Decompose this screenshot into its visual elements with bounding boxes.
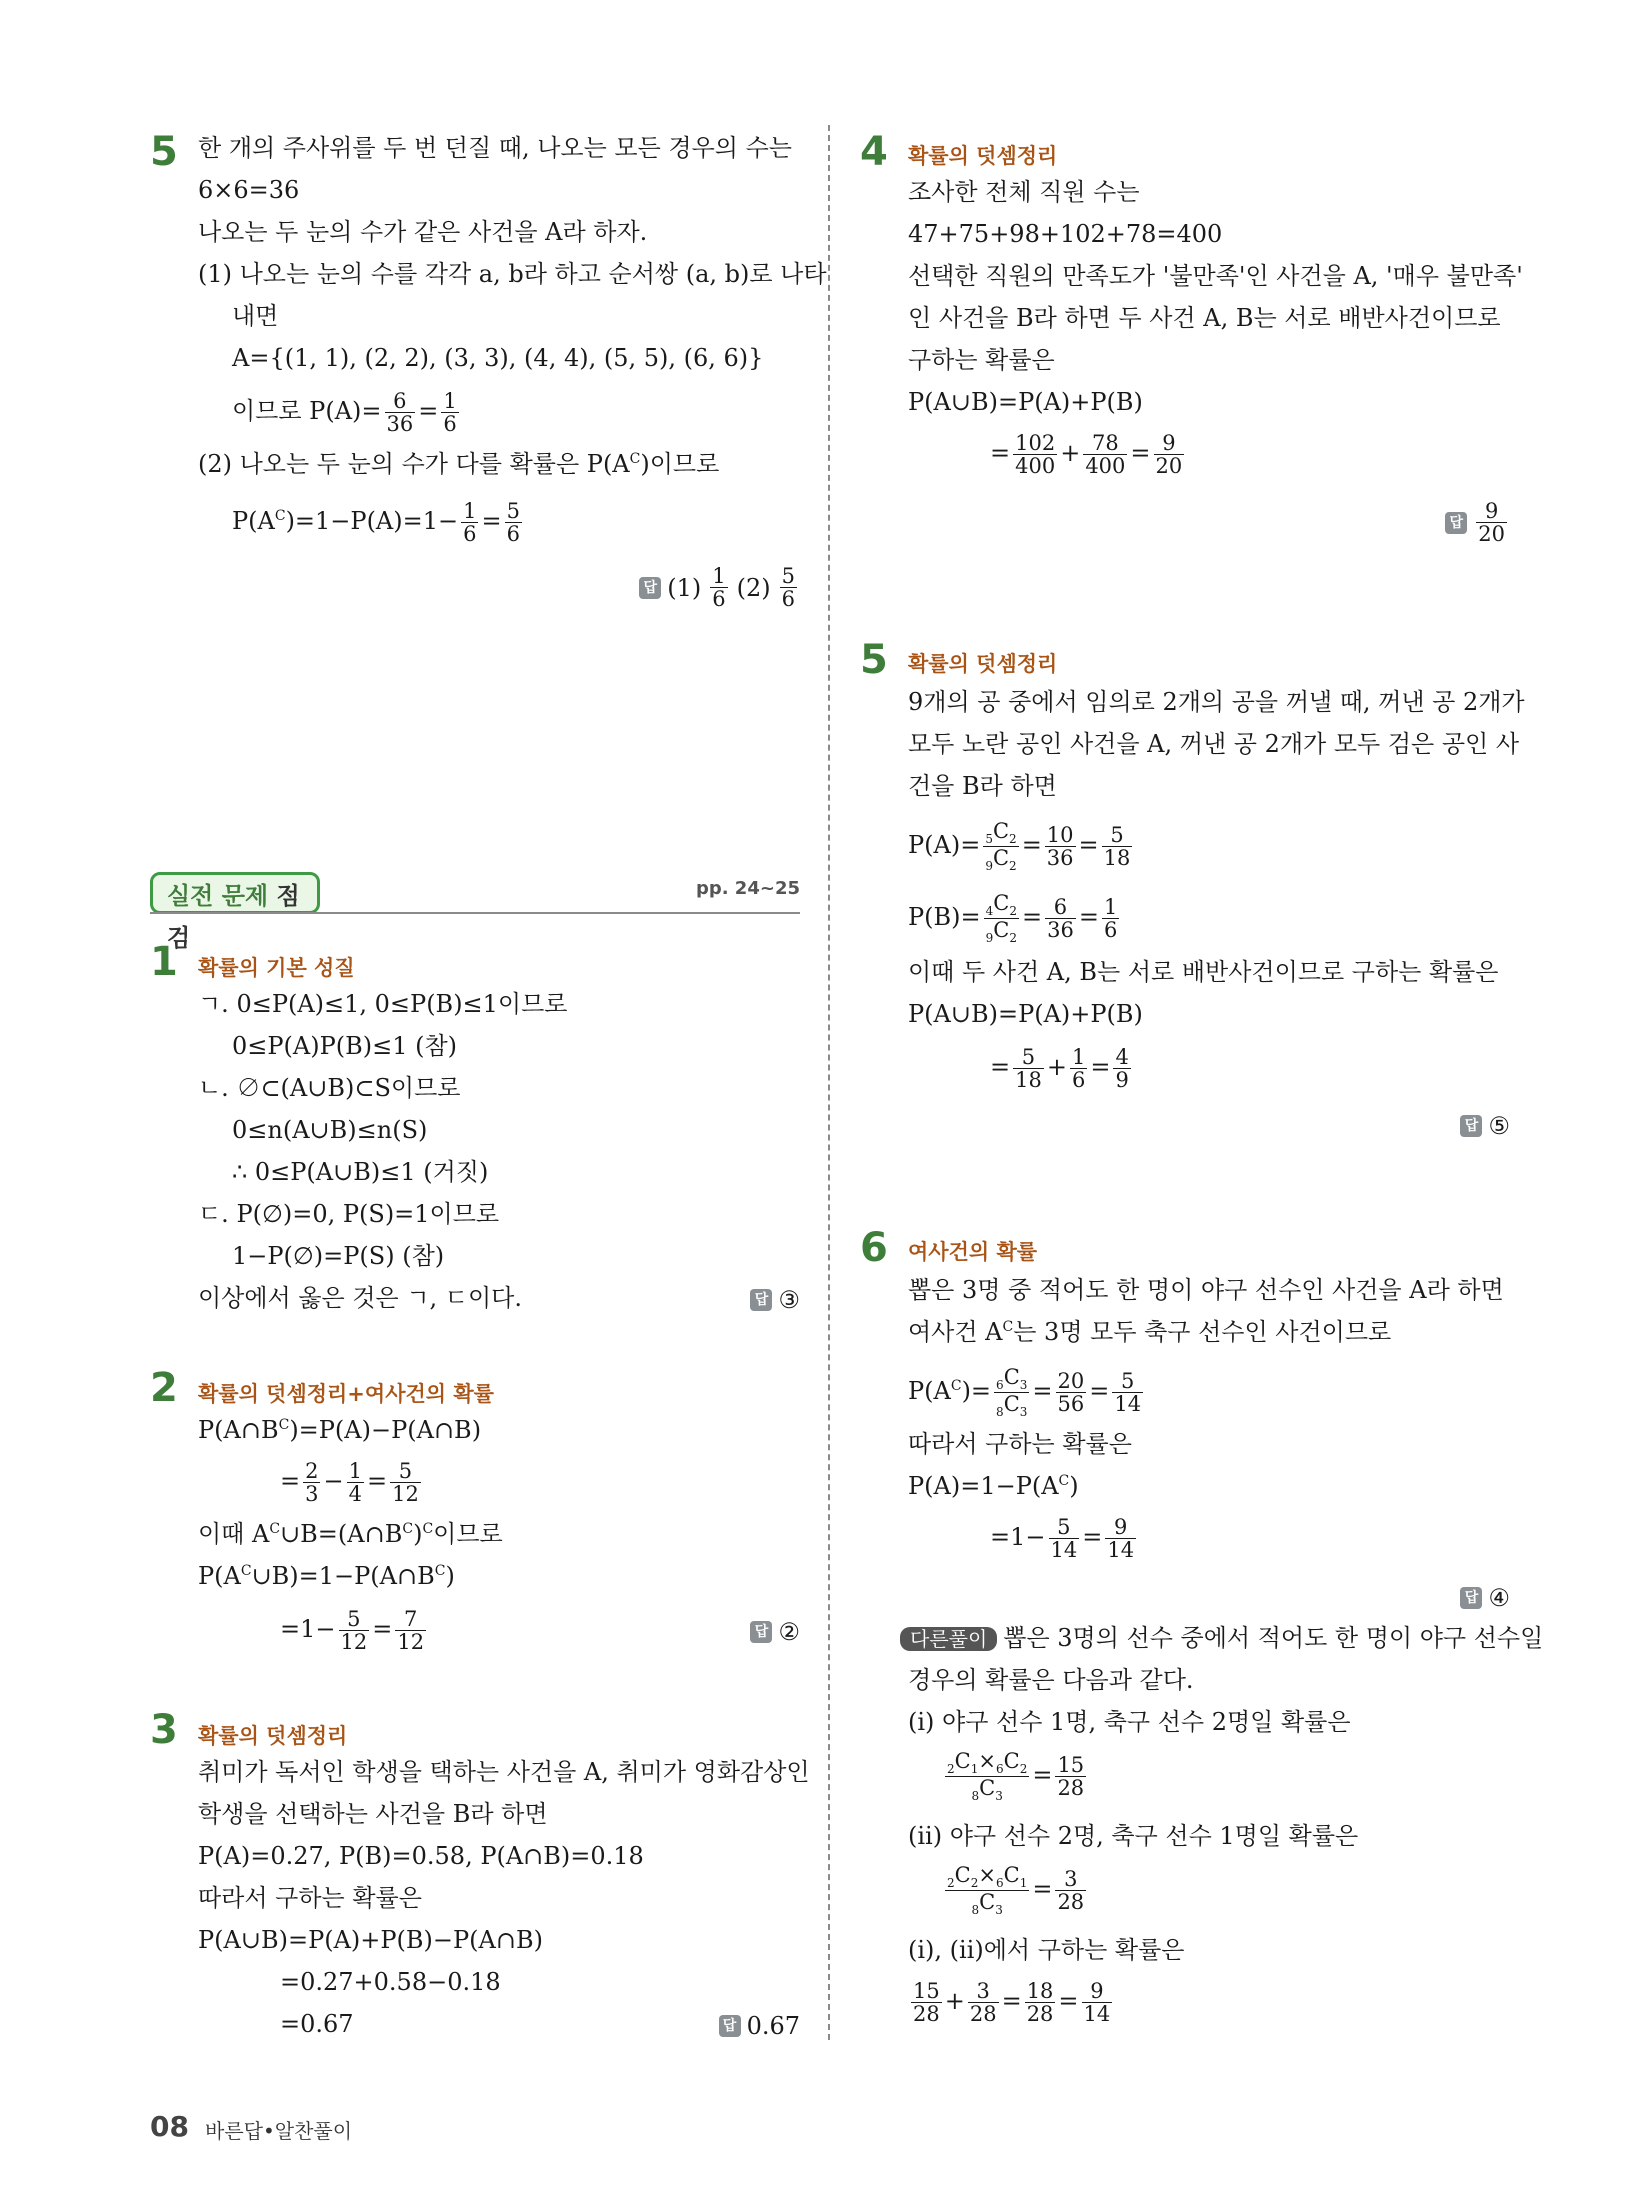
text-line: 모두 노란 공인 사건을 A, 꺼낸 공 2개가 모두 검은 공인 사 [908,730,1520,758]
fraction: $\frac{6}{36}$ [386,389,414,437]
fraction: $\frac{15}{28}$ [1057,1752,1085,1800]
answer: 답 ② [750,1618,800,1646]
text-line: 조사한 전체 직원 수는 [908,178,1140,206]
fraction: $\frac{9}{20}$ [1155,431,1183,479]
text-line: 한 개의 주사위를 두 번 던질 때, 나오는 모든 경우의 수는 [198,134,792,162]
answer-icon: 답 [639,577,661,599]
fraction: $\frac{_4C_2}{_9C_2}$ [985,891,1017,945]
text-line: 이때 두 사건 A, B는 서로 배반사건이므로 구하는 확률은 [908,958,1499,986]
topic-label: 여사건의 확률 [908,1240,1038,1264]
text-line: (ⅰ) 야구 선수 1명, 축구 선수 2명일 확률은 [908,1708,1351,1736]
text-line: =0.27+0.58−0.18 [280,1968,501,1996]
math-line: =1− $\frac{5}{14}$ = $\frac{9}{14}$ [990,1515,1135,1563]
fraction: $\frac{3}{28}$ [1057,1866,1085,1914]
math-line: = $\frac{102}{400}$ + $\frac{78}{400}$ = $\frac{9}{20}$ [990,431,1183,479]
problem-number: 4 [860,129,888,175]
answer-icon: 답 [1460,1115,1482,1137]
text-line: (ⅱ) 야구 선수 2명, 축구 선수 1명일 확률은 [908,1822,1359,1850]
text-line: 47+75+98+102+78=400 [908,220,1223,248]
math-line: = $\frac{5}{18}$ + $\frac{1}{6}$ = $\frac{4}{9}$ [990,1045,1129,1093]
fraction: $\frac{_5C_2}{_9C_2}$ [985,819,1017,873]
fraction: $\frac{9}{14}$ [1083,1979,1111,2027]
fraction: $\frac{5}{14}$ [1114,1368,1142,1416]
text-line: 6×6=36 [198,176,300,204]
math-line: 이므로 P(A)= $\frac{6}{36}$ = $\frac{1}{6}$ [232,389,457,437]
page-range: pp. 24~25 [695,878,800,899]
topic-label: 확률의 덧셈정리 [908,652,1058,676]
text-line: 0≤n(A∪B)≤n(S) [232,1116,428,1144]
math-line: 여사건 $A^C$는 3명 모두 축구 선수인 사건이므로 [908,1318,1392,1346]
fraction: $\frac{102}{400}$ [1015,431,1056,479]
text-line: A={(1, 1), (2, 2), (3, 3), (4, 4), (5, 5), (6, 6)} [232,344,764,372]
fraction: $\frac{1}{6}$ [1071,1045,1086,1093]
text-line: ∴ 0≤P(A∪B)≤1 (거짓) [232,1158,489,1186]
text-line: P(A∪B)=P(A)+P(B)−P(A∩B) [198,1926,543,1954]
fraction: $\frac{4}{9}$ [1115,1045,1129,1093]
text-line: 9개의 공 중에서 임의로 2개의 공을 꺼낼 때, 꺼낸 공 2개가 [908,688,1525,716]
math-line: $\frac{_2C_1\times_6C_2}{_8C_3}$ = $\frac{15}{28}$ [947,1749,1085,1803]
math-line: P(B)= $\frac{_4C_2}{_9C_2}$ = $\frac{6}{36}$ = $\frac{1}{6}$ [908,891,1118,945]
text-line: 나오는 두 눈의 수가 같은 사건을 A라 하자. [198,218,648,246]
problem-number: 2 [150,1365,178,1411]
fraction: $\frac{3}{28}$ [969,1979,997,2027]
text-line: ㄱ. 0≤P(A)≤1, 0≤P(B)≤1이므로 [198,990,568,1018]
alt-solution-tag: 다른풀이 [900,1627,997,1651]
column-divider [828,125,830,2040]
fraction: $\frac{_6C_3}{_8C_3}$ [996,1365,1028,1419]
answer-icon: 답 [1460,1587,1482,1609]
text-line: 경우의 확률은 다음과 같다. [908,1666,1194,1694]
answer-icon: 답 [750,1289,772,1311]
math-line: $P(A\cap B^C)=P(A)-P(A\cap B)$ [198,1416,482,1444]
fraction: $\frac{5}{12}$ [392,1459,419,1507]
fraction: $\frac{10}{36}$ [1046,822,1074,870]
math-line: $P(A^C\cup B)=1-P(A\cap B^C)$ [198,1562,455,1590]
text-line: 뽑은 3명 중 적어도 한 명이 야구 선수인 사건을 A라 하면 [908,1276,1504,1304]
text-line: 인 사건을 B라 하면 두 사건 A, B는 서로 배반사건이므로 [908,304,1501,332]
answer: 답 (1) 1 6 (2) 5 6 [639,565,800,610]
fraction: $\frac{20}{56}$ [1057,1368,1085,1416]
math-line: P(A)= $\frac{_5C_2}{_9C_2}$ = $\frac{10}{36}$ = $\frac{5}{18}$ [908,819,1131,873]
answer: 답 ③ [750,1286,800,1314]
topic-label: 확률의 덧셈정리+여사건의 확률 [198,1382,494,1406]
answer: 답 ⑤ [1460,1112,1510,1140]
answer [1445,500,1510,545]
fraction: $\frac{18}{28}$ [1026,1979,1054,2027]
section-badge: 실전 문제 점검 [150,872,320,914]
text-line: (ⅰ), (ⅱ)에서 구하는 확률은 [908,1936,1185,1964]
text-line: 따라서 구하는 확률은 [198,1884,422,1912]
fraction: $\frac{1}{6}$ [1103,894,1118,942]
text-line: 선택한 직원의 만족도가 '불만족'인 사건을 A, '매우 불만족' [908,262,1523,290]
page-number: 08 [150,2110,189,2143]
problem-number: 1 [150,939,178,985]
fraction: $\frac{5}{6}$ [506,499,520,547]
fraction: $\frac{1}{6}$ [463,499,477,547]
text-line: ㄴ. ∅⊂(A∪B)⊂S이므로 [198,1074,461,1102]
fraction: $\frac{5}{14}$ [1050,1515,1078,1563]
topic-label: 확률의 기본 성질 [198,956,355,980]
math-line: 이때 $A^C\cup B=(A\cap B^C)^C$이므로 [198,1520,503,1548]
fraction: $\frac{1}{6}$ [443,389,457,437]
fraction: $\frac{15}{28}$ [913,1979,940,2027]
alt-solution-line: 다른풀이 뽑은 3명의 선수 중에서 적어도 한 명이 야구 선수일 [900,1624,1543,1653]
fraction: 5 6 [781,564,795,612]
answer-icon: 답 [1445,512,1467,534]
math-line: $\frac{15}{28}$ + $\frac{3}{28}$ = $\frac{18}{28}$ = $\frac{9}{14}$ [913,1979,1111,2027]
fraction: $\frac{1}{4}$ [348,1459,362,1507]
section-rule [150,912,800,914]
problem-number: 5 [150,129,178,175]
text-line: 학생을 선택하는 사건을 B라 하면 [198,1800,548,1828]
topic-label: 확률의 덧셈정리 [198,1724,348,1748]
answer-icon: 답 [719,2015,741,2037]
text-line: 0≤P(A)P(B)≤1 (참) [232,1032,458,1060]
fraction: $\frac{78}{400}$ [1085,431,1126,479]
text-line: 이상에서 옳은 것은 ㄱ, ㄷ이다. [198,1284,522,1312]
text-line: P(A)=0.27, P(B)=0.58, P(A∩B)=0.18 [198,1842,644,1870]
fraction: $\frac{7}{12}$ [397,1607,425,1655]
text-line: 구하는 확률은 [908,346,1055,374]
fraction: $\frac{_2C_1\times_6C_2}{_8C_3}$ [947,1749,1028,1803]
math-line: = $\frac{2}{3}$ − $\frac{1}{4}$ = $\frac{5}{12}$ [280,1459,419,1507]
math-line: =1− $\frac{5}{12}$ = $\frac{7}{12}$ [280,1607,425,1655]
topic-label: 확률의 덧셈정리 [908,144,1058,168]
math-line: $\frac{_2C_2\times_6C_1}{_8C_3}$ = $\frac{3}{28}$ [947,1863,1085,1917]
text-line: 1−P(∅)=P(S) (참) [232,1242,445,1270]
fraction: $\frac{_2C_2\times_6C_1}{_8C_3}$ [947,1863,1028,1917]
answer-icon: 답 [750,1621,772,1643]
fraction: 9 20 [1478,499,1505,547]
answer: 답 0.67 [719,2012,800,2040]
math-line: $P(A^C)=1-P(A)=1-$ $\frac{1}{6}$ = $\frac{5}{6}$ [232,499,520,547]
text-line: (1) 나오는 눈의 수를 각각 a, b라 하고 순서쌍 (a, b)로 나타 [198,260,827,288]
text-line: 건을 B라 하면 [908,772,1057,800]
text-line: P(A∪B)=P(A)+P(B) [908,1000,1143,1028]
problem-number: 3 [150,1707,178,1753]
fraction: $\frac{5}{12}$ [340,1607,368,1655]
text-line: =0.67 [280,2010,354,2038]
text-line: P(A∪B)=P(A)+P(B) [908,388,1143,416]
fraction: $\frac{5}{18}$ [1103,822,1131,870]
text-line: 따라서 구하는 확률은 [908,1430,1132,1458]
math-line: $P(A^C)=$ $\frac{_6C_3}{_8C_3}$ = $\frac{20}{56}$ = $\frac{5}{14}$ [908,1365,1142,1419]
math-line: (2) 나오는 두 눈의 수가 다를 확률은 $P(A^C)$이므로 [198,450,720,478]
problem-number: 5 [860,637,888,683]
fraction: $\frac{2}{3}$ [305,1459,319,1507]
text-line: 취미가 독서인 학생을 택하는 사건을 A, 취미가 영화감상인 [198,1758,810,1786]
text-line: 내면 [232,302,279,330]
fraction: 1 6 [712,564,726,612]
problem-number: 6 [860,1225,888,1271]
fraction: $\frac{9}{14}$ [1107,1515,1135,1563]
text-line: ㄷ. P(∅)=0, P(S)=1이므로 [198,1200,500,1228]
footer-title: 바른답•알찬풀이 [205,2119,353,2143]
fraction: $\frac{5}{18}$ [1015,1045,1042,1093]
fraction: $\frac{6}{36}$ [1047,894,1074,942]
answer: 답 ④ [1460,1584,1510,1612]
math-line: $P(A)=1-P(A^C)$ [908,1472,1079,1500]
